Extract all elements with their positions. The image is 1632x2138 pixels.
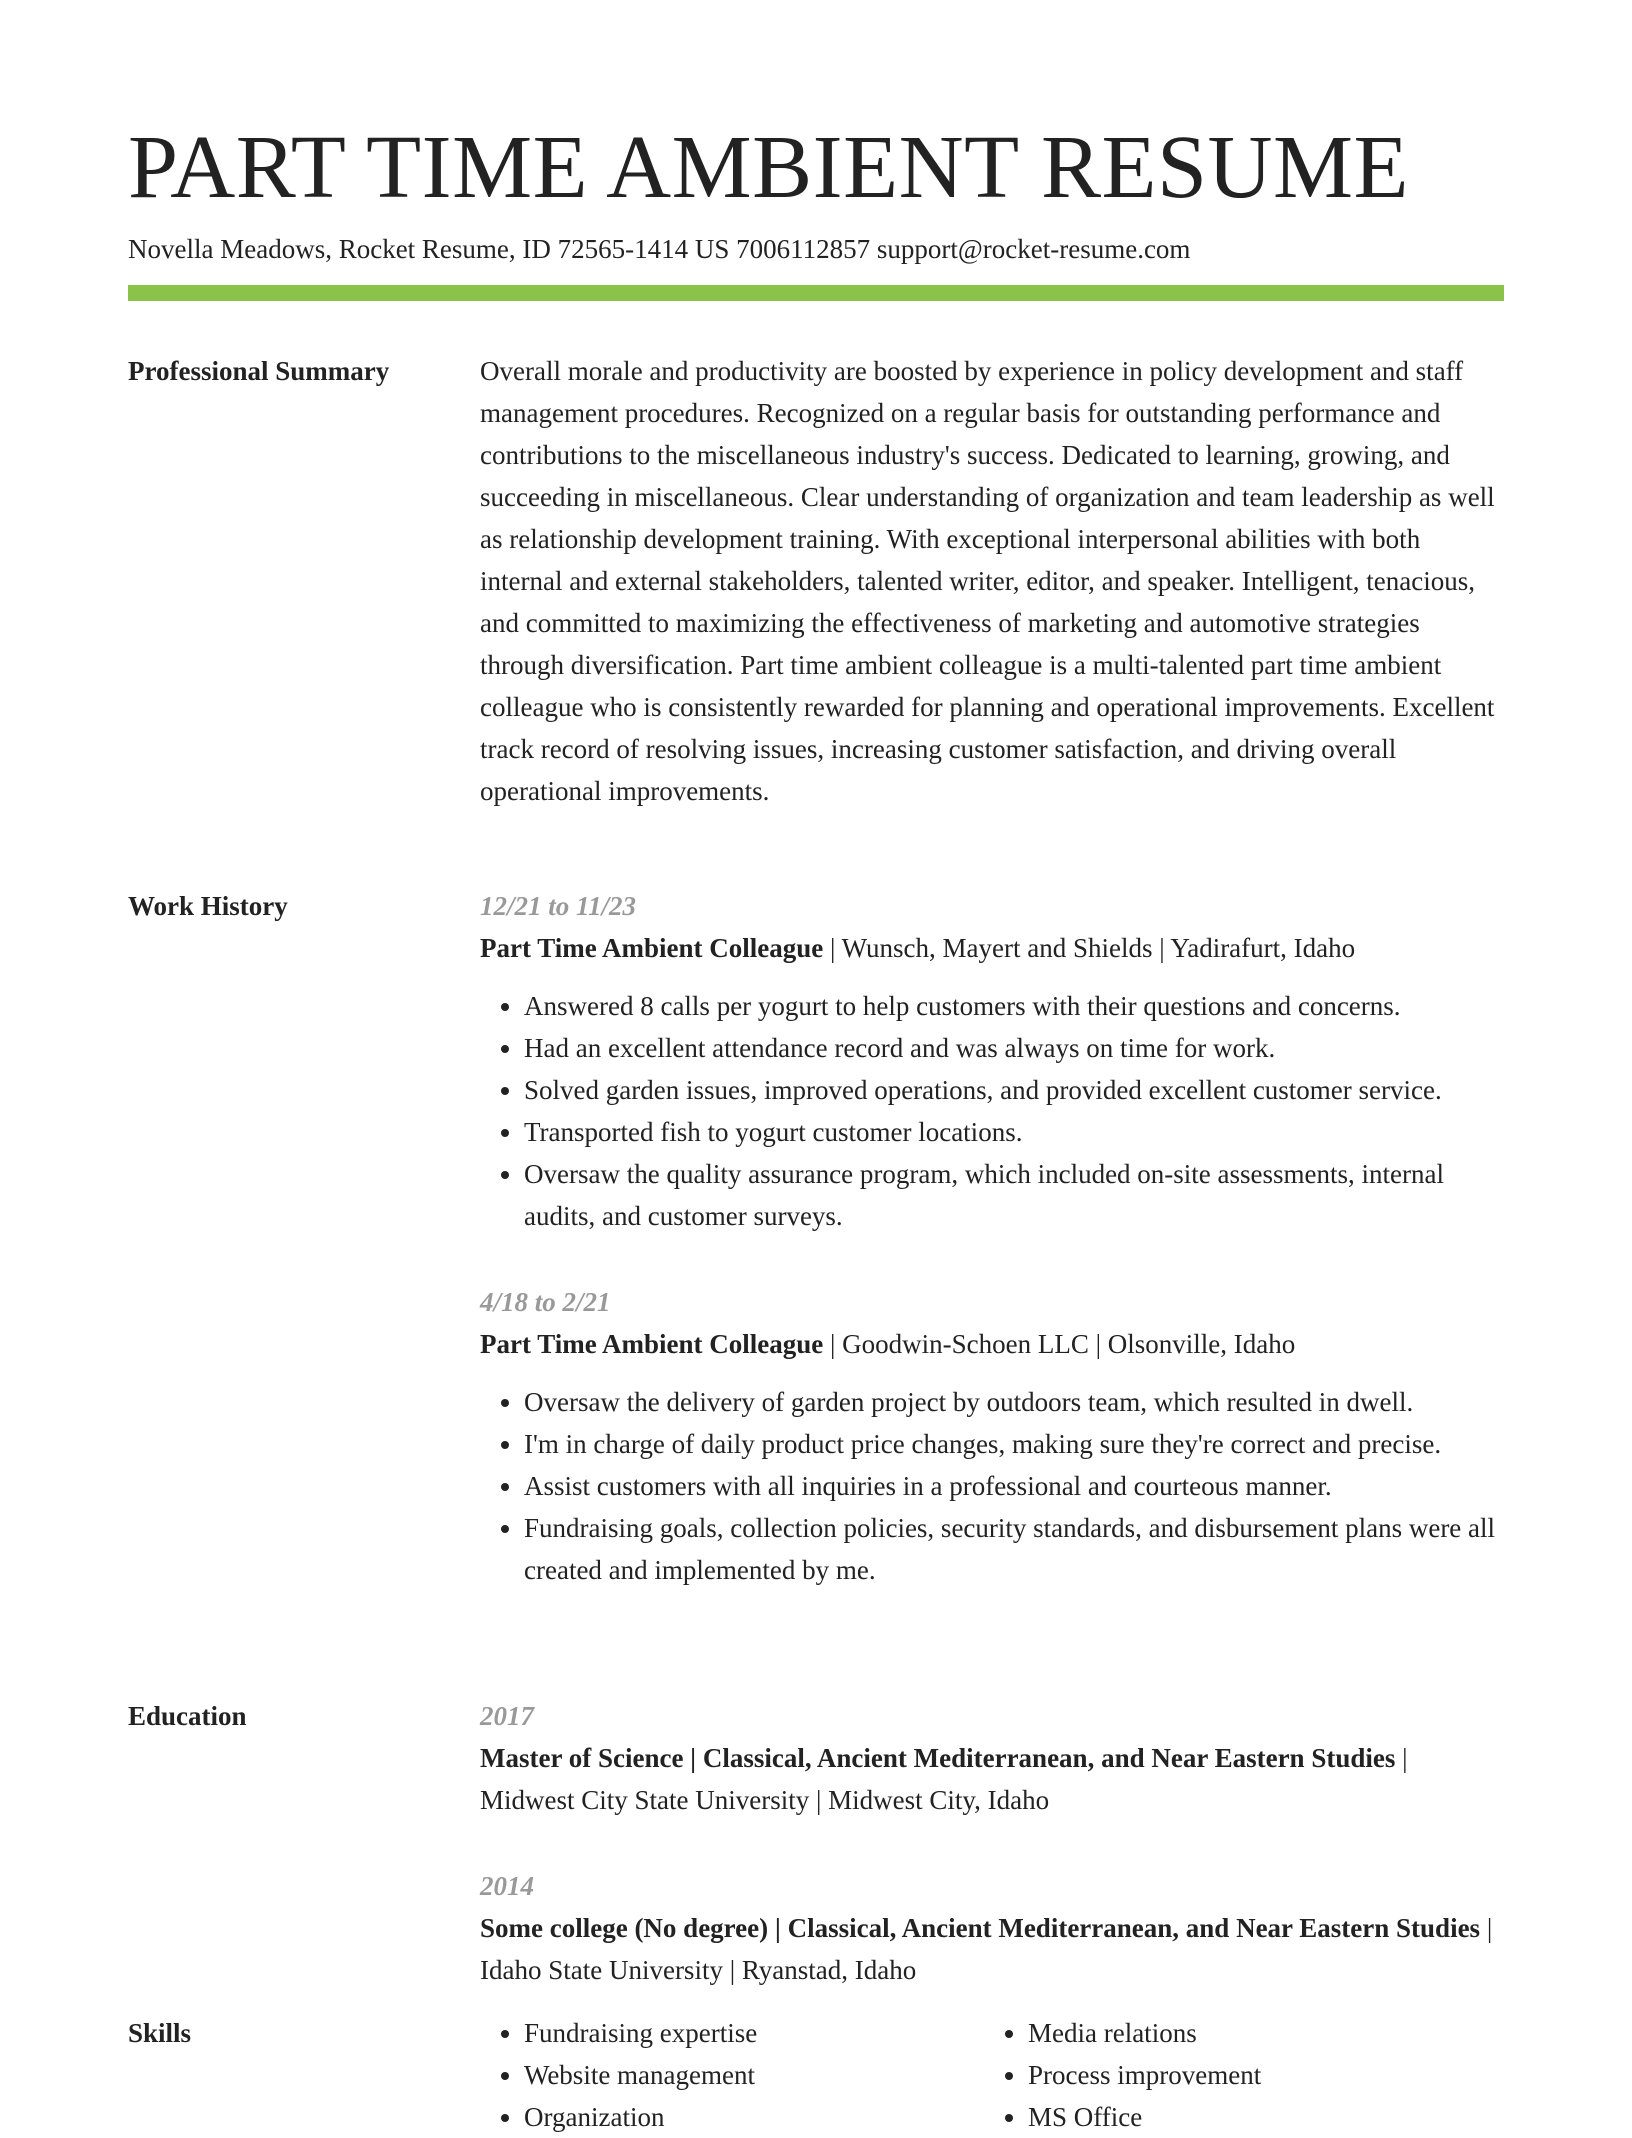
skill-item: • Organization bbox=[524, 2096, 984, 2138]
section-label-education: Education bbox=[128, 1701, 247, 1731]
job-bullet: • Transported fish to yogurt customer locations. bbox=[524, 1111, 1504, 1153]
skills-column-2 bbox=[984, 2012, 1488, 2138]
job-bullets bbox=[480, 1381, 1504, 1591]
job-heading bbox=[480, 927, 1504, 969]
job-title: Part Time Ambient Colleague bbox=[480, 933, 824, 963]
skill-item: • Process improvement bbox=[1028, 2054, 1488, 2096]
job-employer: | Goodwin-Schoen LLC | Olsonville, Idaho bbox=[823, 1329, 1296, 1359]
section-label-skills: Skills bbox=[128, 2018, 192, 2048]
job-bullet: • Oversaw the delivery of garden project by outdoors team, which resulted in dwell. bbox=[524, 1381, 1504, 1423]
education-school: | Idaho State University | Ryanstad, Idaho bbox=[480, 1913, 1493, 1985]
section-label-summary: Professional Summary bbox=[128, 356, 390, 386]
education-year: 2014 bbox=[480, 1871, 534, 1901]
section-label-work-history: Work History bbox=[128, 891, 288, 921]
education-heading bbox=[480, 1907, 1504, 1991]
job-dates: 12/21 to 11/23 bbox=[480, 891, 637, 921]
education-degree: Some college (No degree) | Classical, Ancient Mediterranean, and Near Eastern Studies bbox=[480, 1913, 1481, 1943]
education-degree: Master of Science | Classical, Ancient Mediterranean, and Near Eastern Studies bbox=[480, 1743, 1396, 1773]
job-entry bbox=[480, 885, 1504, 1237]
job-bullet: • I'm in charge of daily product price changes, making sure they're correct and precise. bbox=[524, 1423, 1504, 1465]
job-bullet: • Solved garden issues, improved operations, and provided excellent customer service. bbox=[524, 1069, 1504, 1111]
work-history-body bbox=[480, 885, 1504, 1591]
skills-columns bbox=[480, 2012, 1504, 2138]
summary-text: Overall morale and productivity are boosted by experience in policy development and staff management procedures. Recognized on a regular basis for outstanding performance and contributions to the miscellaneous industry's success. Dedicated to learning, growing, and succeeding in miscellaneous. Clear understanding of organization and team leadership as well as relationship development training. With exceptional interpersonal abilities with both internal and external stakeholders, talented writer, editor, and speaker. Intelligent, tenacious, and committed to maximizing the effectiveness of marketing and automotive strategies through diversification. Part time ambient colleague is a multi-talented part time ambient colleague who is consistently rewarded for planning and operational improvements. Excellent track record of resolving issues, increasing customer satisfaction, and driving overall operational improvements. bbox=[480, 356, 1495, 806]
header-divider bbox=[128, 285, 1504, 301]
job-bullet: • Assist customers with all inquiries in a professional and courteous manner. bbox=[524, 1465, 1504, 1507]
job-dates: 4/18 to 2/21 bbox=[480, 1287, 611, 1317]
job-bullet: • Answered 8 calls per yogurt to help customers with their questions and concerns. bbox=[524, 985, 1504, 1027]
job-entry bbox=[480, 1281, 1504, 1591]
education-body bbox=[480, 1695, 1504, 1991]
job-bullet: • Fundraising goals, collection policies, security standards, and disbursement plans were all created and implemented by me. bbox=[524, 1507, 1504, 1591]
skills-body bbox=[480, 2012, 1504, 2138]
education-entry bbox=[480, 1865, 1504, 1991]
job-heading bbox=[480, 1323, 1504, 1365]
contact-line: Novella Meadows, Rocket Resume, ID 72565-1414 US 7006112857 support@rocket-resume.com bbox=[128, 234, 1191, 264]
skill-item: • Media relations bbox=[1028, 2012, 1488, 2054]
education-heading bbox=[480, 1737, 1504, 1821]
job-employer: | Wunsch, Mayert and Shields | Yadirafurt, Idaho bbox=[823, 933, 1356, 963]
education-entry bbox=[480, 1695, 1504, 1821]
education-school: | Midwest City State University | Midwest City, Idaho bbox=[480, 1743, 1408, 1815]
education-year: 2017 bbox=[480, 1701, 534, 1731]
skill-item: • MS Office bbox=[1028, 2096, 1488, 2138]
job-title: Part Time Ambient Colleague bbox=[480, 1329, 824, 1359]
skills-column-1 bbox=[480, 2012, 984, 2138]
job-bullet: • Had an excellent attendance record and was always on time for work. bbox=[524, 1027, 1504, 1069]
summary-body bbox=[480, 350, 1504, 812]
job-bullet: • Oversaw the quality assurance program, which included on-site assessments, internal audits, and customer surveys. bbox=[524, 1153, 1504, 1237]
job-bullets bbox=[480, 985, 1504, 1237]
skill-item: • Fundraising expertise bbox=[524, 2012, 984, 2054]
skill-item: • Website management bbox=[524, 2054, 984, 2096]
resume-title: PART TIME AMBIENT RESUME bbox=[128, 118, 1410, 217]
